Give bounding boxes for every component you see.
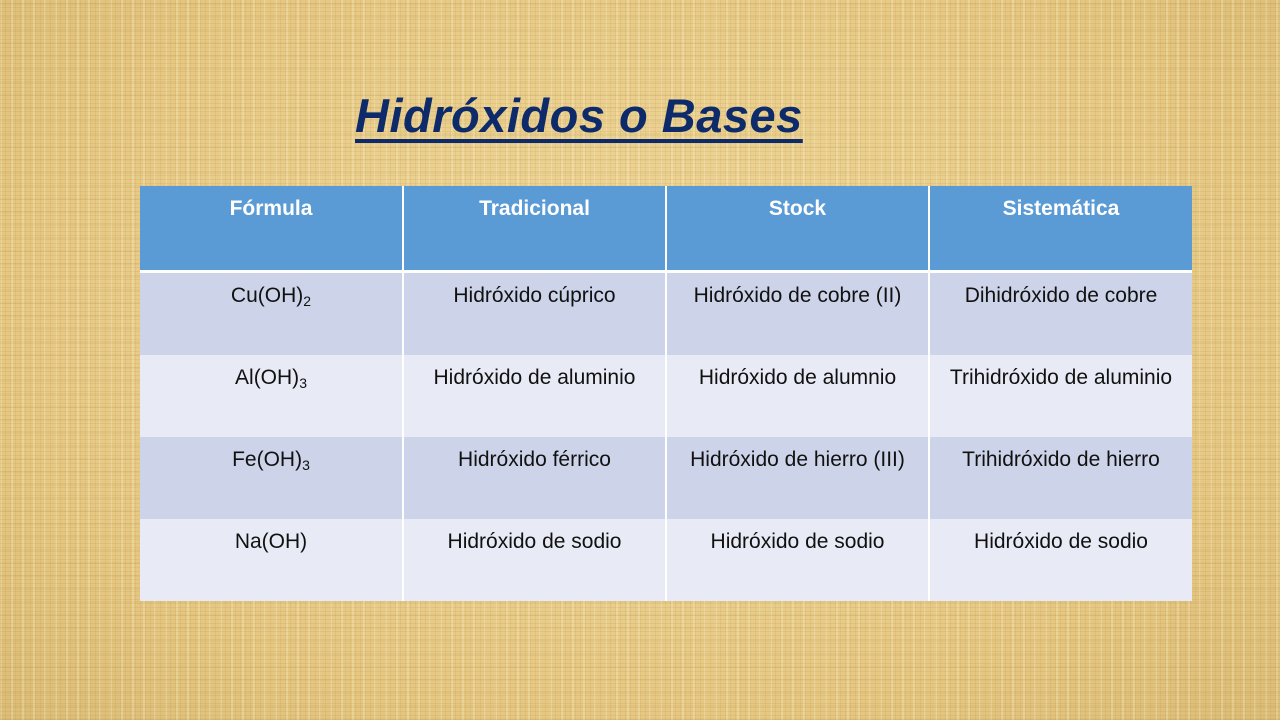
formula-base: Na(OH) xyxy=(234,530,308,553)
stock-cell: Hidróxido de sodio xyxy=(666,519,929,601)
tradicional-cell: Hidróxido de sodio xyxy=(403,519,666,601)
tradicional-cell: Hidróxido cúprico xyxy=(403,272,666,356)
stock-cell: Hidróxido de alumnio xyxy=(666,355,929,437)
formula-cell xyxy=(140,355,403,437)
stock-cell: Hidróxido de hierro (III) xyxy=(666,437,929,519)
header-tradicional: Tradicional xyxy=(403,186,666,272)
header-formula: Fórmula xyxy=(140,186,403,272)
formula-cell xyxy=(140,437,403,519)
tradicional-cell: Hidróxido férrico xyxy=(403,437,666,519)
table-row xyxy=(140,355,1192,437)
tradicional-cell: Hidróxido de aluminio xyxy=(403,355,666,437)
formula-cell xyxy=(140,272,403,356)
table-row xyxy=(140,519,1192,601)
hydroxides-table-container xyxy=(140,186,1192,601)
formula-subscript: 3 xyxy=(299,375,307,391)
header-sistematica: Sistemática xyxy=(929,186,1192,272)
formula-base: Fe(OH) xyxy=(232,448,303,471)
formula-subscript: 2 xyxy=(303,293,312,309)
formula-base: Al(OH) xyxy=(235,366,300,389)
header-stock: Stock xyxy=(666,186,929,272)
sistematica-cell: Hidróxido de sodio xyxy=(929,519,1192,601)
stock-cell: Hidróxido de cobre (II) xyxy=(666,272,929,356)
sistematica-cell: Dihidróxido de cobre xyxy=(929,272,1192,356)
table-row xyxy=(140,272,1192,356)
table-row xyxy=(140,437,1192,519)
slide-title: Hidróxidos o Bases xyxy=(355,89,803,142)
sistematica-cell: Trihidróxido de aluminio xyxy=(929,355,1192,437)
sistematica-cell: Trihidróxido de hierro xyxy=(929,437,1192,519)
formula-base: Cu(OH) xyxy=(230,284,304,307)
formula-cell xyxy=(140,519,403,601)
formula-subscript: 3 xyxy=(302,457,310,473)
table-header-row xyxy=(140,186,1192,272)
hydroxides-table xyxy=(140,186,1192,601)
